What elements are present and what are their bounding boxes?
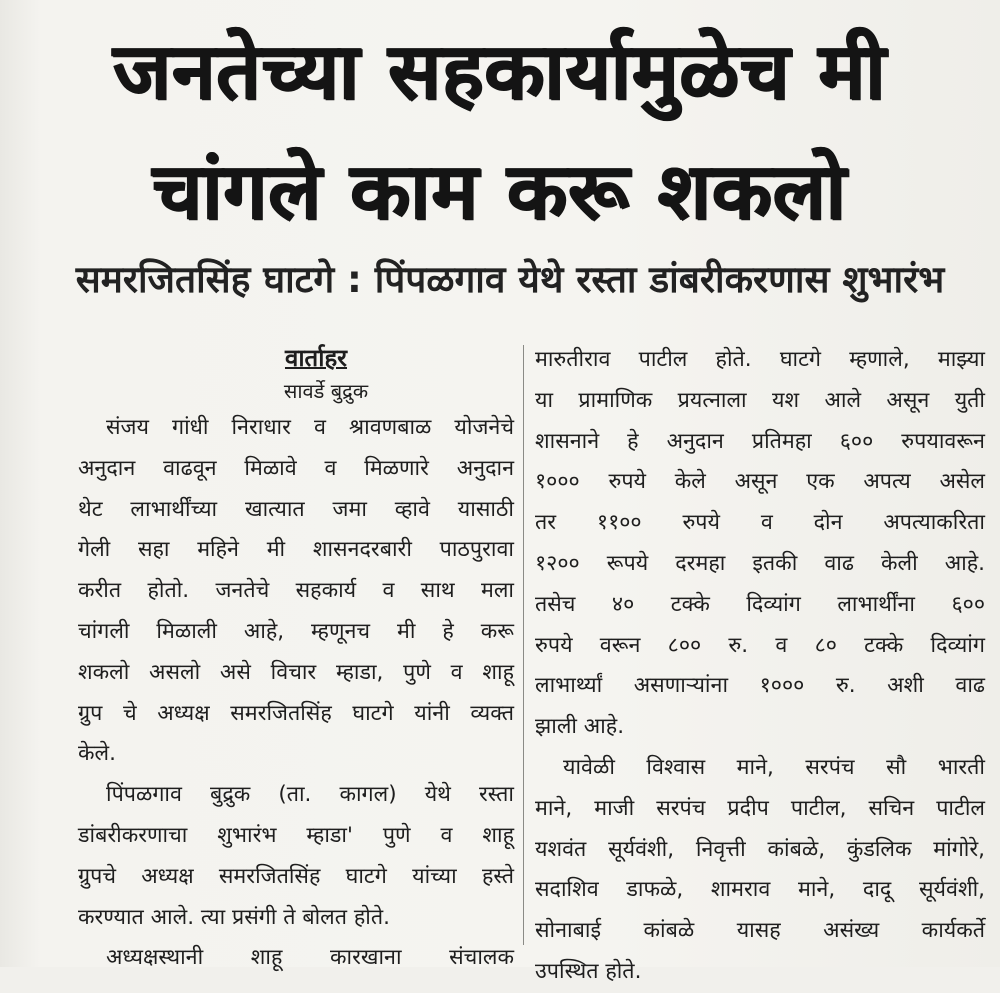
text-line: अध्यक्षस्थानी शाहू कारखाना संचालक bbox=[106, 945, 514, 971]
text-line: सोनाबाई कांबळे यासह असंख्य कार्यकर्ते bbox=[535, 918, 985, 944]
text-line: थेट लाभार्थींच्या खात्यात जमा व्हावे यासाठी bbox=[78, 496, 514, 522]
text-line: केले. bbox=[78, 741, 116, 767]
text-line: १००० रुपये केले असून एक अपत्य असेल bbox=[535, 469, 985, 495]
text-line: पिंपळगाव बुद्रुक (ता. कागल) येथे रस्ता bbox=[106, 782, 514, 808]
byline: वार्ताहर bbox=[284, 344, 348, 372]
text-line: तर ११०० रुपये व दोन अपत्याकरिता bbox=[535, 510, 985, 536]
text-line: करण्यात आले. त्या प्रसंगी ते बोलत होते. bbox=[78, 904, 390, 930]
text-line: सदाशिव डाफळे, शामराव माने, दादू सूर्यवंशी, bbox=[535, 877, 985, 903]
text-line: शकलो असलो असे विचार म्हाडा, पुणे व शाहू bbox=[78, 659, 514, 685]
text-line: ग्रुपचे अध्यक्ष समरजितसिंह घाटगे यांच्या हस्ते bbox=[78, 863, 514, 889]
text-line: १२०० रूपये दरमहा इतकी वाढ केली आहे. bbox=[535, 550, 985, 576]
article-column-right bbox=[535, 340, 985, 993]
text-line: तसेच ४० टक्के दिव्यांग लाभार्थींना ६०० bbox=[535, 591, 985, 617]
text-line: यावेळी विश्वास माने, सरपंच सौ भारती bbox=[563, 754, 985, 780]
text-line: या प्रामाणिक प्रयत्नाला यश आले असून युती bbox=[535, 387, 985, 413]
text-line: झाली आहे. bbox=[535, 714, 625, 740]
subheadline: समरजितसिंह घाटगे : पिंपळगाव येथे रस्ता डांबरीकरणास शुभारंभ bbox=[75, 258, 945, 301]
text-line: डांबरीकरणाचा शुभारंभ म्हाडा' पुणे व शाहू bbox=[78, 822, 514, 848]
text-line: चांगली मिळाली आहे, म्हणूनच मी हे करू bbox=[78, 618, 514, 644]
text-line: रुपये वरून ८०० रु. व ८० टक्के दिव्यांग bbox=[535, 632, 985, 658]
text-line: यशवंत सूर्यवंशी, निवृत्ती कांबळे, कुंडलिक मांगोरे, bbox=[535, 836, 985, 862]
text-line: अनुदान वाढवून मिळावे व मिळणारे अनुदान bbox=[78, 455, 514, 481]
headline-line-2: चांगले काम करू शकलो bbox=[152, 147, 848, 237]
text-line: संजय गांधी निराधार व श्रावणबाळ योजनेचे bbox=[106, 415, 514, 440]
text-line: लाभार्थ्यां असणाऱ्यांना १००० रु. अशी वाढ bbox=[535, 673, 985, 699]
dateline: सावर्डे बुद्रुक bbox=[283, 379, 369, 403]
text-line: शासनाने हे अनुदान प्रतिमहा ६०० रुपयावरून bbox=[535, 428, 985, 454]
column-divider bbox=[523, 345, 524, 945]
text-line: गेली सहा महिने मी शासनदरबारी पाठपुरावा bbox=[78, 537, 514, 563]
text-line: माने, माजी सरपंच प्रदीप पाटील, सचिन पाटील bbox=[535, 795, 985, 821]
headline-line-1: जनतेच्या सहकार्यामुळेच मी bbox=[113, 27, 887, 117]
article-column-left bbox=[78, 340, 514, 979]
text-line: करीत होतो. जनतेचे सहकार्य व साथ मला bbox=[78, 578, 514, 604]
text-line: मारुतीराव पाटील होते. घाटगे म्हणाले, माझ्या bbox=[535, 347, 985, 372]
text-line: उपस्थित होते. bbox=[535, 958, 642, 984]
text-line: ग्रुप चे अध्यक्ष समरजितसिंह घाटगे यांनी व्यक्त bbox=[78, 700, 514, 726]
